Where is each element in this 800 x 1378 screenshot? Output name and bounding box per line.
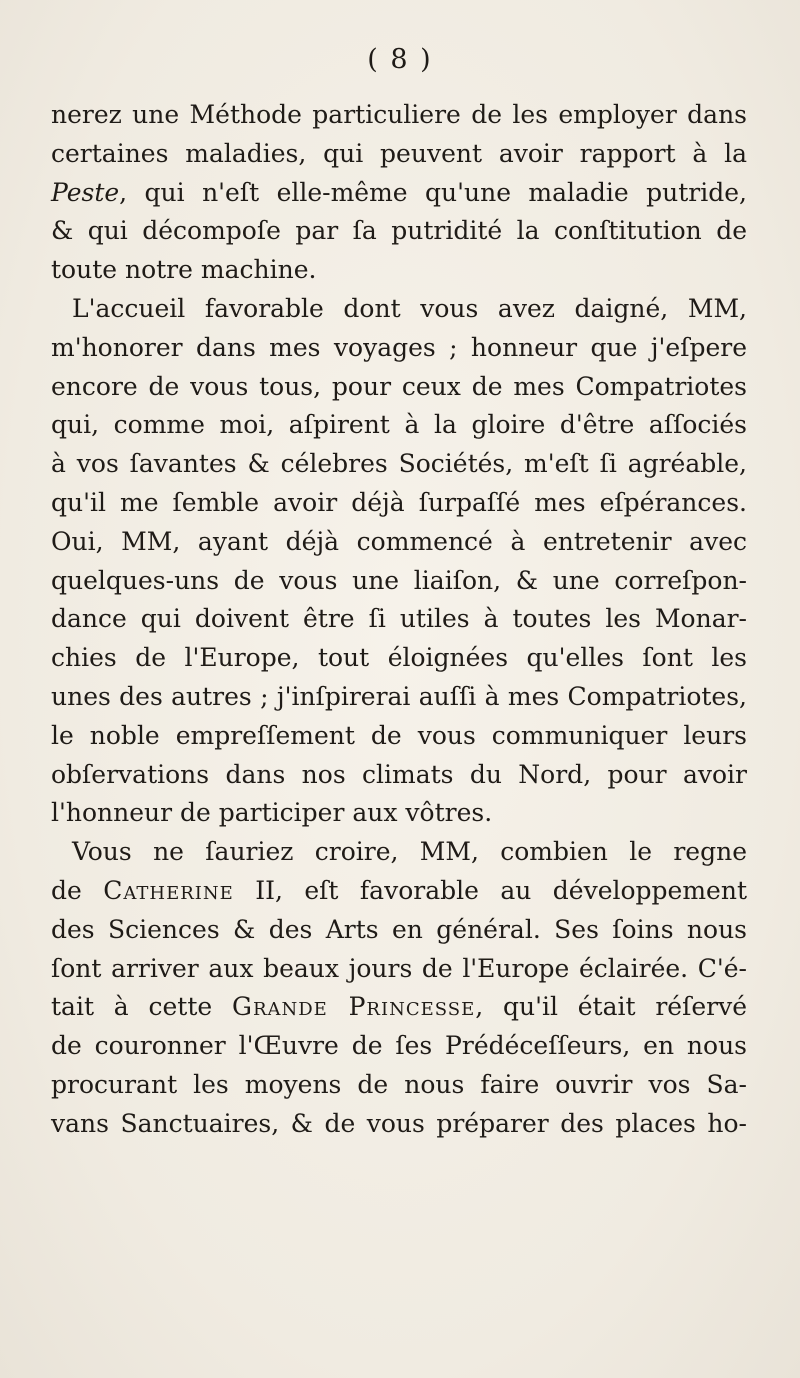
text-run: & qui décompoſe par ſa putridité la conſtitution de [51,216,747,246]
text-run: unes des autres ; j'inſpirerai auſſi à mes Compatriotes, [51,681,747,711]
text-line [51,329,747,368]
text-line [51,96,747,135]
text-line [51,639,747,678]
text-line [51,1027,747,1066]
italic-term: Peste [51,177,120,207]
text-line [51,212,747,251]
text-run: L'accueil favorable dont vous avez daigné, MM, [72,293,747,323]
text-run: chies de l'Europe, tout éloignées qu'elles ſont les [51,643,747,673]
text-run: , qu'il était réſervé [475,992,747,1022]
text-line [51,523,747,562]
text-line [51,911,747,950]
text-run: quelques-uns de vous une liaiſon, & une correſpon- [51,565,747,595]
small-caps-name: Catherine [103,875,234,905]
text-run: l'honneur de participer aux vôtres. [51,798,493,828]
text-run: procurant les moyens de nous faire ouvrir vos Sa- [51,1069,747,1099]
text-run: II, eſt favorable au développement [233,875,747,905]
text-run: encore de vous tous, pour ceux de mes Compatriotes [51,371,747,401]
text-run: obſervations dans nos climats du Nord, pour avoir [51,759,747,789]
body-text [51,96,747,1144]
text-line [51,833,747,872]
text-run: Vous ne ſauriez croire, MM, combien le regne [72,837,747,867]
text-line [51,251,747,290]
page-number: ( 8 ) [367,44,433,75]
text-line [51,174,747,213]
text-line [51,678,747,717]
text-run: Oui, MM, ayant déjà commencé à entretenir avec [51,526,747,556]
text-line [51,1105,747,1144]
text-run: de couronner l'Œuvre de ſes Prédéceſſeurs, en nous [51,1031,747,1061]
text-run: toute notre machine. [51,255,317,285]
text-line [51,756,747,795]
text-run: qui, comme moi, aſpirent à la gloire d'être aſſociés [51,410,747,440]
text-run: , qui n'eſt elle-même qu'une maladie putride, [119,177,747,207]
text-run: m'honorer dans mes voyages ; honneur que j'eſpere [51,332,747,362]
text-line [51,950,747,989]
text-run: nerez une Méthode particuliere de les employer dans [51,100,747,129]
text-run: tait à cette [51,992,232,1022]
text-run: le noble empreſſement de vous communiquer leurs [51,720,747,750]
text-line [51,794,747,833]
text-run: qu'il me ſemble avoir déjà ſurpaſſé mes eſpérances. [51,487,747,517]
text-run: certaines maladies, qui peuvent avoir rapport à la [51,138,747,168]
text-line [51,368,747,407]
text-run: ſont arriver aux beaux jours de l'Europe éclairée. C'é- [51,953,747,983]
text-line [51,872,747,911]
text-run: de [51,875,104,905]
text-line [51,135,747,174]
text-line [51,484,747,523]
text-line [51,562,747,601]
text-line [51,406,747,445]
text-run: des Sciences & des Arts en général. Ses ſoins nous [51,914,747,944]
small-caps-name: Grande Princesse [231,992,476,1022]
text-line [51,445,747,484]
text-line [51,1066,747,1105]
text-run: dance qui doivent être ſi utiles à toutes les Monar- [51,604,747,634]
text-line [51,600,747,639]
text-line [51,717,747,756]
text-run: vans Sanctuaires, & de vous préparer des places ho- [51,1108,747,1138]
text-run: à vos ſavantes & célebres Sociétés, m'eſt ſi agréable, [51,449,747,479]
text-line [51,290,747,329]
text-line [51,988,747,1027]
